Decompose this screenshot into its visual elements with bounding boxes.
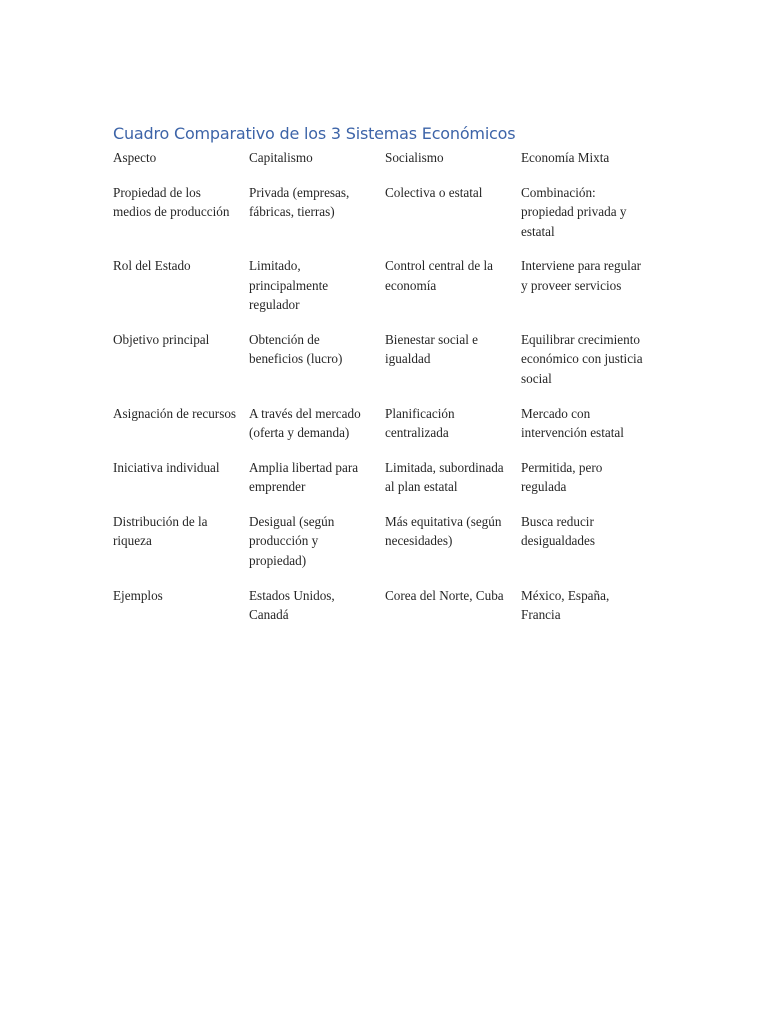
table-cell: A través del mercado (oferta y demanda) <box>249 405 361 441</box>
table-cell: Desigual (según producción y propiedad) <box>249 514 335 568</box>
table-cell: Amplia libertad para emprender <box>249 459 359 495</box>
table-cell: Bienestar social e igualdad <box>385 332 479 367</box>
table-cell: Planificación centralizada <box>385 405 455 441</box>
table-cell: Busca reducir desigualdades <box>521 514 595 549</box>
table-cell: Colectiva o estatal <box>385 184 483 200</box>
table-cell: Propiedad de los medios de producción <box>113 184 230 220</box>
table-cell: Equilibrar crecimiento económico con justicia social <box>521 332 643 386</box>
header-economia-mixta: Economía Mixta <box>521 150 610 165</box>
table-cell: Limitada, subordinada al plan estatal <box>385 459 504 495</box>
table-cell: Más equitativa (según necesidades) <box>385 514 502 549</box>
table-row <box>108 583 652 637</box>
table-row <box>108 401 652 455</box>
table-cell: Obtención de beneficios (lucro) <box>249 332 343 367</box>
table-row <box>108 509 652 583</box>
document-title: Cuadro Comparativo de los 3 Sistemas Económicos <box>113 124 516 143</box>
table-cell: Interviene para regular y proveer servicios <box>521 258 642 293</box>
table-cell: Distribución de la riqueza <box>113 514 208 549</box>
table-cell: Corea del Norte, Cuba <box>385 587 504 603</box>
table-cell: Limitado, principalmente regulador <box>249 258 329 313</box>
table-cell: Objetivo principal <box>113 332 210 348</box>
table-cell: Privada (empresas, fábricas, tierras) <box>249 184 350 220</box>
table-cell: Iniciativa individual <box>113 459 220 475</box>
table-cell: Combinación: propiedad privada y estatal <box>521 184 627 239</box>
table-row <box>108 455 652 509</box>
table-cell: Estados Unidos, Canadá <box>249 587 335 623</box>
table-cell: Control central de la economía <box>385 258 494 293</box>
header-aspecto: Aspecto <box>113 150 157 165</box>
table-cell: Permitida, pero regulada <box>521 459 603 495</box>
header-socialismo: Socialismo <box>385 150 444 165</box>
table-cell: Rol del Estado <box>113 258 191 274</box>
table-row <box>108 327 652 401</box>
header-capitalismo: Capitalismo <box>249 150 313 165</box>
table-cell: Ejemplos <box>113 587 163 603</box>
table-row <box>108 180 652 254</box>
table-header-row <box>108 145 652 180</box>
table-row <box>108 253 652 327</box>
table-cell: México, España, Francia <box>521 587 610 623</box>
table-cell: Asignación de recursos <box>113 405 237 421</box>
table-cell: Mercado con intervención estatal <box>521 405 624 441</box>
comparison-table <box>108 145 652 637</box>
